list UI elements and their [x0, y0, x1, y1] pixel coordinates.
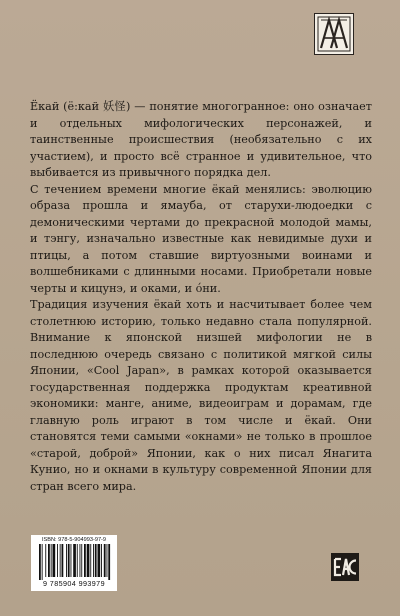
barcode-bar — [107, 544, 108, 577]
barcode-bar — [68, 544, 70, 577]
eac-icon — [331, 553, 359, 581]
publisher-monogram-icon — [317, 16, 351, 52]
barcode-bar — [42, 544, 43, 580]
paragraph-evolution: С течением времени многие ёкай менялись: эволюцию образа прошла и ямауба, от старухи-людоедки с демоническими чертами до прекрасной молодой мамы, и тэнгу, изначально известные как невидимые духи и птицы, а потом ставшие виртуозными воинами и волшебниками с длинными носами. Приобретали новые черты и кицунэ, и оками, и óни. — [30, 182, 372, 295]
barcode-bar — [39, 544, 41, 580]
barcode-bar — [62, 544, 64, 577]
barcode-bar — [81, 544, 82, 577]
barcode-bar — [60, 544, 61, 577]
isbn-label: ISBN: 978-5-904993-97-9 — [41, 537, 107, 543]
barcode-bar — [45, 544, 46, 577]
barcode-bar — [101, 544, 102, 577]
annotation-text — [30, 99, 372, 495]
paragraph-intro: Ёкай (ё:кай 妖怪) — понятие многогранное: оно означает и отдельных мифологических персонажей, и таинственные происшествия (необязательно с их участием), и просто всё странное и удивительное, что выбивается из привычного порядка дел. — [30, 100, 372, 179]
barcode-bar — [53, 544, 56, 577]
barcode-bar — [95, 544, 97, 577]
barcode-bar — [80, 544, 81, 577]
isbn-barcode — [31, 535, 117, 591]
barcode-bar — [90, 544, 91, 577]
barcode-bar — [48, 544, 50, 577]
barcode-bar — [66, 544, 67, 577]
barcode-bar — [87, 544, 90, 577]
barcode-bar — [84, 544, 86, 577]
publisher-logo — [314, 13, 354, 55]
barcode-bar — [104, 544, 106, 577]
barcode-bars — [35, 544, 113, 580]
barcode-bar — [51, 544, 52, 577]
eac-certification-mark — [330, 552, 360, 582]
barcode-bar — [71, 544, 72, 577]
barcode-bar — [93, 544, 94, 577]
barcode-bar — [77, 544, 78, 577]
paragraph-tradition: Традиция изучения ёкай хоть и насчитывает более чем столетнюю историю, только недавно стала популярной. Внимание к японской низшей мифологии не в последнюю очередь связано с политикой мягкой силы Японии, «Cool Japan», в рамках которой оказывается государственная поддержка продуктам креативной экономики: манге, аниме, видеоиграм и дорамам, где главную роль играют в том числе и ёкай. Они становятся теми самыми «окнами» не только в прошлое «старой, доброй» Японии, как о них писал Янагита Кунио, но и окнами в культуру современной Японии для стран всего мира. — [30, 298, 372, 493]
barcode-digits: 9 785904 993979 — [43, 579, 105, 588]
barcode-bar — [57, 544, 58, 577]
barcode-bar — [98, 544, 101, 577]
barcode-bar — [73, 544, 76, 577]
barcode-bar — [108, 544, 110, 580]
